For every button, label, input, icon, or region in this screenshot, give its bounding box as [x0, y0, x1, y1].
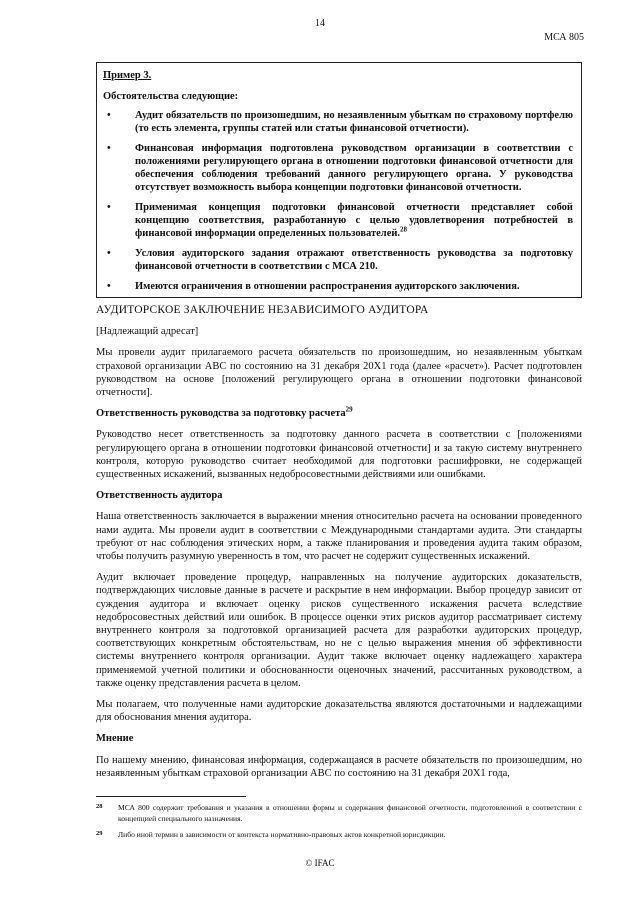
list-item: [103, 109, 573, 135]
footnote: [96, 802, 582, 824]
auditor-paragraph-2: Аудит включает проведение процедур, направленных на получение аудиторских доказательств, подтверждающих числовые данные в расчете и раскрытие в нем информации. Выбор процедур зависит от суждения аудитора и включает оценку рисков существенного искажения расчета вследствие недобросовестных действий или ошибок. В процессе оценки этих рисков аудитор рассматривает систему внутреннего контроля за подготовкой организацией расчета для разработки аудиторских процедур, соответствующих конкретным обстоятельствам, но не с целью выражения мнения об эффективности системы внутреннего контроля организации. Аудит также включает оценку надлежащего характера применяемой учетной политики и обоснованности оценочных значений, рассчитанных руководством, а также оценку представления расчета в целом.: [96, 572, 582, 689]
document-code: МСА 805: [544, 32, 584, 43]
opinion-heading: Мнение: [96, 733, 134, 745]
footnote: [96, 829, 582, 840]
circumstances-list: [103, 109, 573, 293]
list-item-text: Применимая концепция подготовки финансовой отчетности представляет собой концепцию соответствия, разработанную с целью удовлетворения потребностей в финансовой информации определенных пользователей.: [135, 202, 573, 239]
page-number: 14: [315, 18, 325, 29]
list-item: [103, 142, 573, 194]
list-item-text: Имеются ограничения в отношении распространения аудиторского заключения.: [135, 281, 520, 292]
footnote-text: МСА 800 содержит требования и указания в отношении формы и содержания финансовой отчетности, подготовленной в соответствии с концепцией специального назначения.: [118, 803, 582, 823]
example-box: [96, 62, 582, 298]
management-responsibility-heading: Ответственность руководства за подготовку расчета$^{29}$: [96, 405, 353, 420]
example-title: Пример 3.: [103, 70, 152, 81]
footnote-ref[interactable]: 28: [400, 225, 408, 234]
report-title: АУДИТОРСКОЕ ЗАКЛЮЧЕНИЕ НЕЗАВИСИМОГО АУДИТОРА: [96, 304, 429, 316]
report-body: [96, 304, 582, 788]
bullet-icon: •: [107, 248, 111, 259]
list-item-text: Условия аудиторского задания отражают ответственность руководства за подготовку финансовой отчетности в соответствии с МСА 210.: [135, 248, 573, 272]
copyright-footer: © IFAC: [305, 858, 335, 868]
auditor-paragraph-1: Наша ответственность заключается в выражении мнения относительно расчета на основании проведенного нами аудита. Мы провели аудит в соответствии с Международными стандартами аудита. Эти стандарты требуют от нас соблюдения этических норм, а также планирования и проведения аудита таким образом, чтобы получить разумную уверенность в том, что расчет не содержит существенных искажений.: [96, 511, 582, 563]
addressee: [Надлежащий адресат]: [96, 326, 199, 338]
list-item-text: Аудит обязательств по произошедшим, но незаявленным убыткам по страховому портфелю (то есть элемента, группы статей или статьи финансовой отчетности).: [135, 110, 573, 134]
list-item: [103, 201, 573, 240]
list-item: [103, 280, 573, 293]
auditor-responsibility-heading: Ответственность аудитора: [96, 490, 223, 502]
footnote-mark: 28: [96, 803, 103, 810]
bullet-icon: •: [107, 110, 111, 121]
bullet-icon: •: [107, 281, 111, 292]
list-item-text: Финансовая информация подготовлена руководством организации в соответствии с положениями регулирующего органа в отношении подготовки финансовой отчетности для обеспечения соблюдения требований данного регулирующего органа. У руководства отсутствует возможность выбора концепции подготовки финансовой отчетности.: [135, 143, 573, 193]
list-item: [103, 247, 573, 273]
intro-paragraph: Мы провели аудит прилагаемого расчета обязательств по произошедшим, но незаявленным убыткам страховой организации ABC по состоянию на 31 декабря 20X1 года (далее «расчет»). Расчет подготовлен руководством на основе [положений регулирующего органа в отношении подготовки финансовой отчетности].: [96, 347, 582, 399]
bullet-icon: •: [107, 202, 111, 213]
opinion-paragraph: По нашему мнению, финансовая информация, содержащаяся в расчете обязательств по произошедшим, но незаявленным убыткам страховой организации ABC по состоянию на 31 декабря 20X1 года,: [96, 754, 582, 779]
management-responsibility-paragraph: Руководство несет ответственность за подготовку данного расчета в соответствии с [положениями регулирующего органа в отношении подготовки финансовой отчетности] и за такую систему внутреннего контроля, которую руководство считает необходимой для подготовки расшифровки, не содержащей существенных искажений, вызванных недобросовестными действиями или ошибками.: [96, 429, 582, 481]
footnote-mark: 29: [96, 830, 103, 837]
auditor-paragraph-3: Мы полагаем, что полученные нами аудиторские доказательства являются достаточными и надлежащими для обоснования мнения аудитора.: [96, 699, 582, 724]
footnote-ref[interactable]: 29: [345, 405, 353, 414]
footnote-text: Либо иной термин в зависимости от контекста нормативно-правовых актов конкретной юрисдикции.: [118, 830, 446, 839]
bullet-icon: •: [107, 143, 111, 154]
footnotes: [96, 802, 582, 845]
footnote-divider: [96, 796, 246, 797]
example-lead: Обстоятельства следующие:: [103, 91, 239, 102]
